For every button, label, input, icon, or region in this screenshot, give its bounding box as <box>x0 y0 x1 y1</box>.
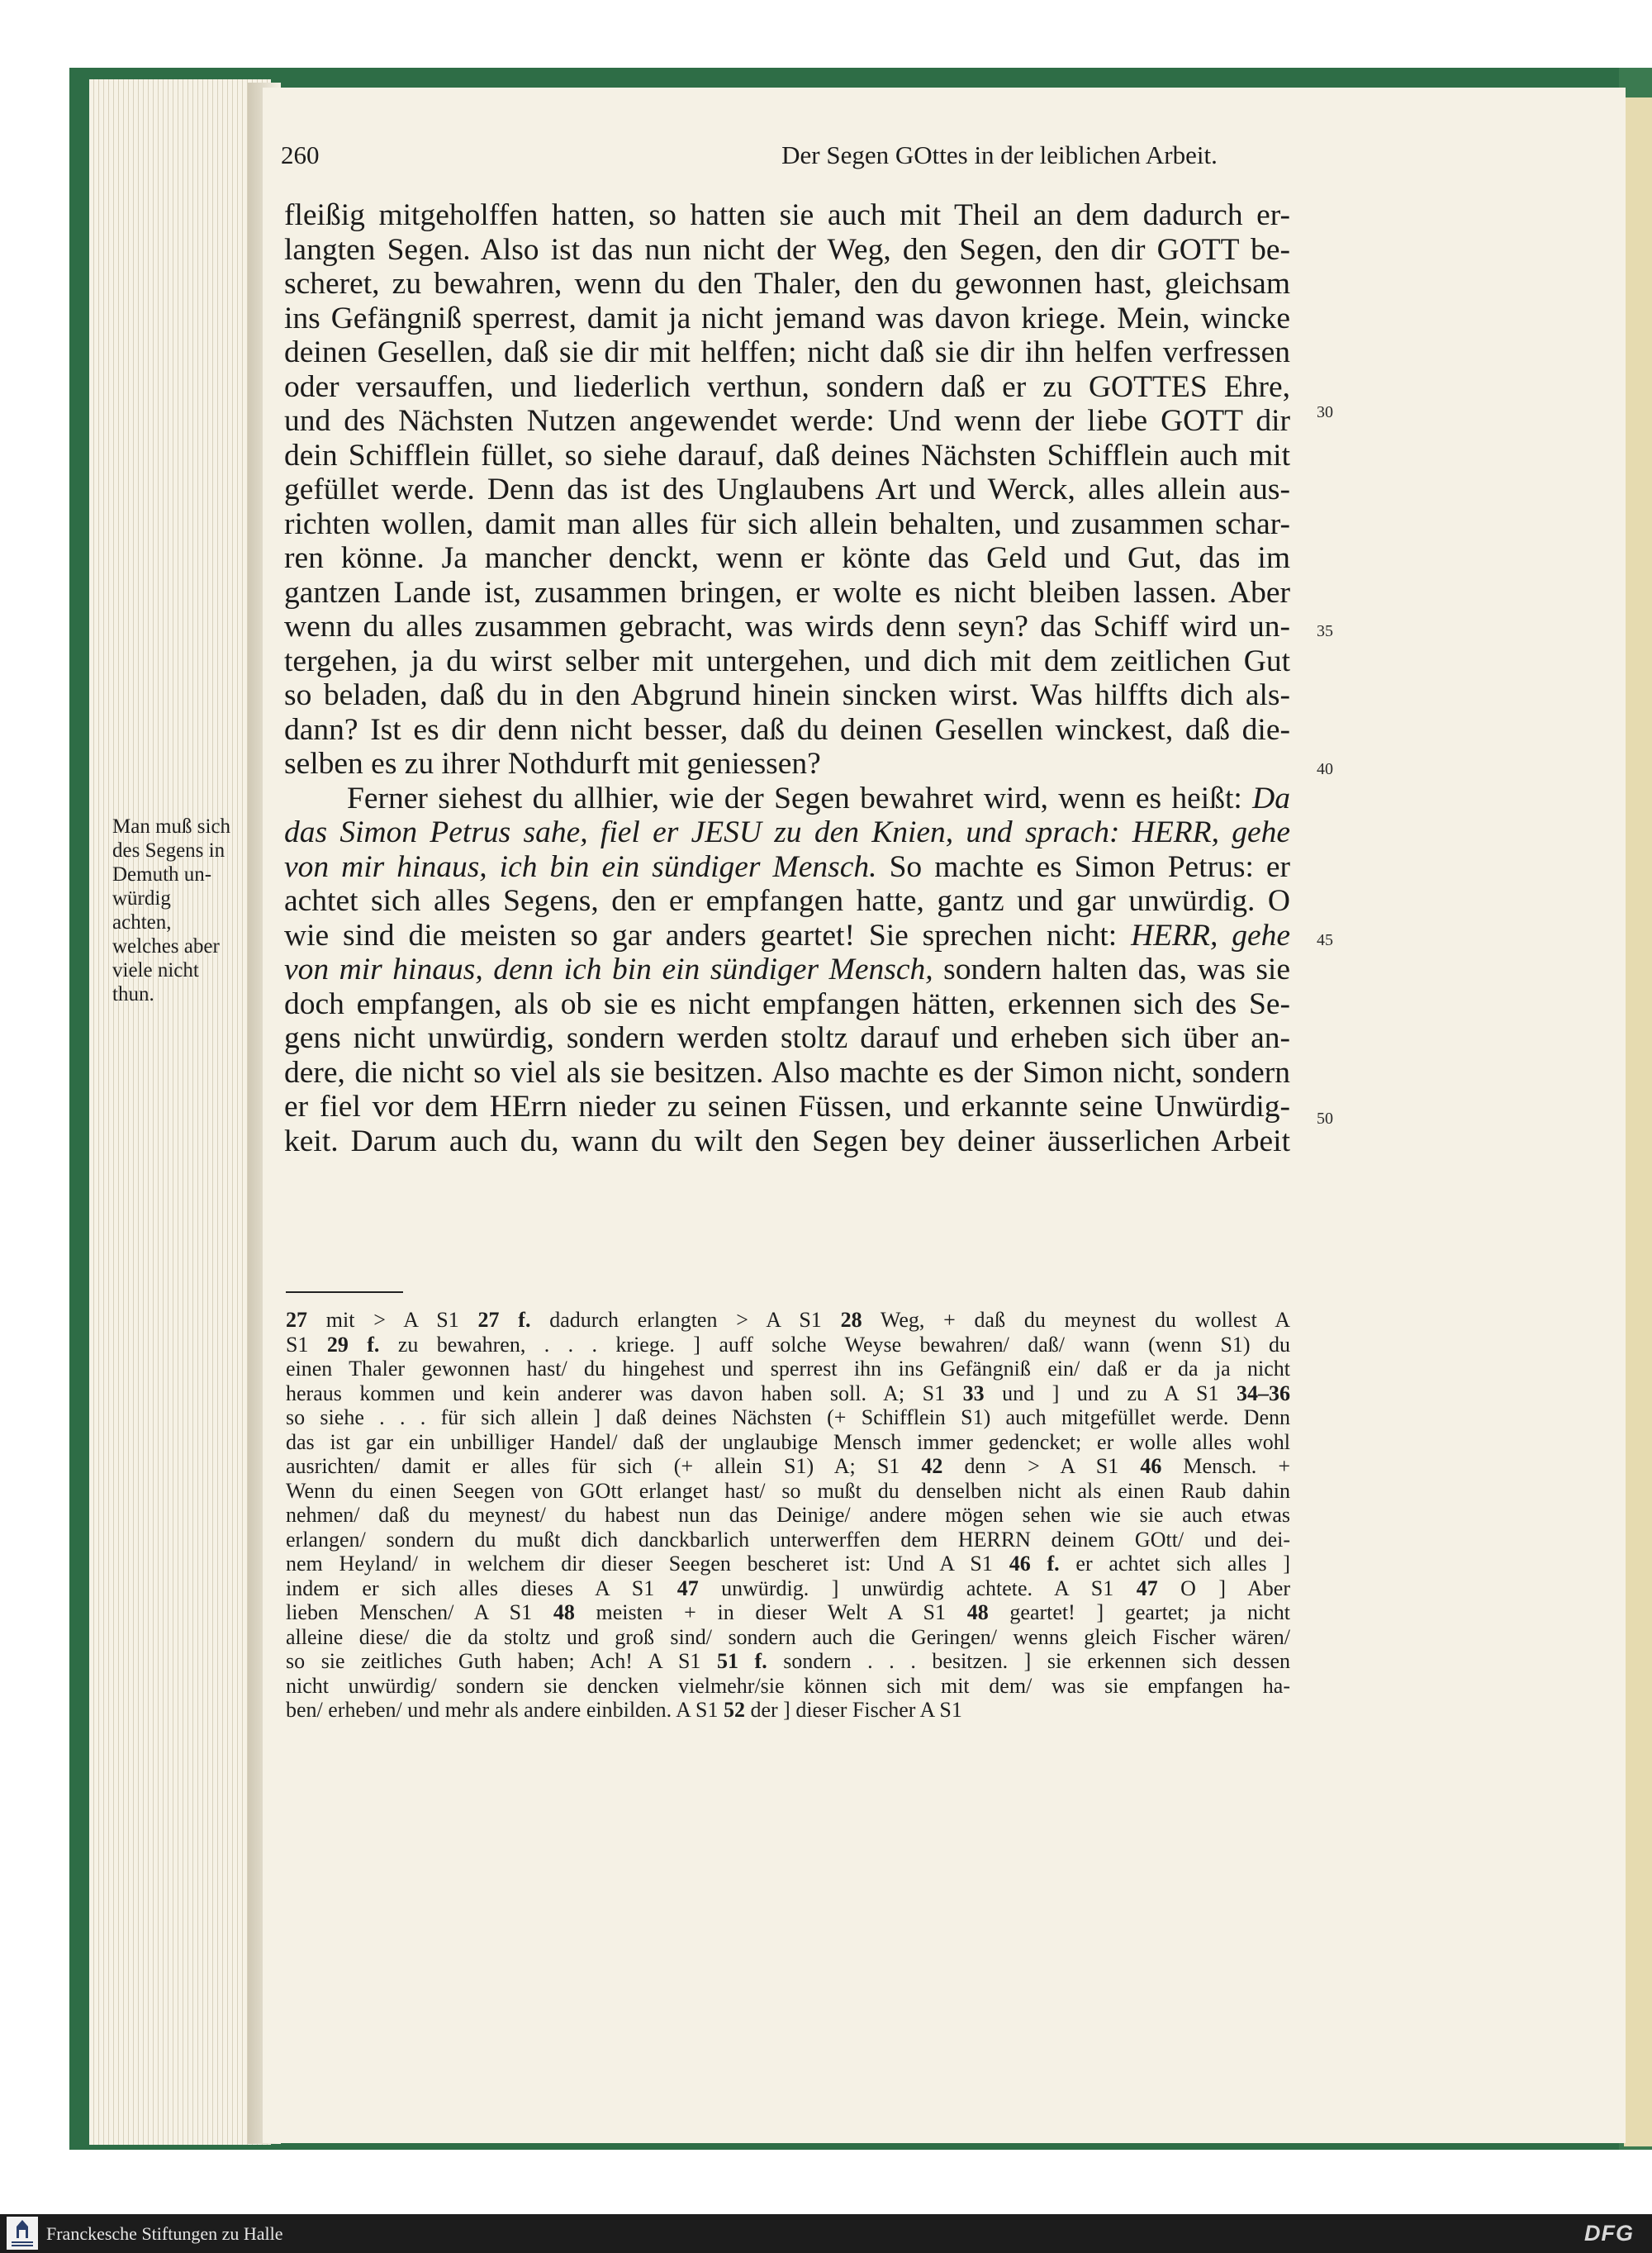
text-run: sondern halten das, was sie <box>943 953 1290 986</box>
apparatus-text: O ] Aber <box>1157 1576 1290 1600</box>
apparatus-ref: 33 <box>962 1381 985 1405</box>
apparatus-line <box>286 1381 1290 1406</box>
apparatus-text: und ] und zu A S1 <box>984 1381 1219 1405</box>
apparatus-text: sondern . . . besitzen. ] sie erkennen sich dessen <box>767 1649 1290 1673</box>
text-line: achtet sich alles Segens, den er empfangen hatte, gantz und gar unwürdig. O <box>284 884 1290 918</box>
text-line: gefüllet werde. Denn das ist des Unglaubens Art und Werck, alles allein aus- <box>284 473 1290 506</box>
apparatus-line: nicht unwürdig/ sondern sie dencken vielmehr/sie können sich mit dem/ was sie empfangen ha- <box>286 1673 1290 1698</box>
text-line: so beladen, daß du in den Abgrund hinein sincken wirst. Was hilffts dich als- <box>284 678 1290 712</box>
text-line: selben es zu ihrer Nothdurft mit geniessen? <box>284 747 821 781</box>
critical-apparatus <box>286 1308 1290 1723</box>
footnote-rule <box>286 1291 403 1293</box>
text-line: er fiel vor dem HErrn nieder zu seinen Füssen, und erkannte seine Unwürdig- <box>284 1090 1290 1124</box>
apparatus-line: alleine diese/ die da stoltz und groß sind/ sondern auch die Geringen/ wenns gleich Fischer wären/ <box>286 1624 1290 1649</box>
line-number: 40 <box>1317 760 1333 778</box>
text-line <box>284 919 1290 953</box>
apparatus-line: erlangen/ sondern du mußt dich danckbarlich unterwerffen dem HERRN deinem GOtt/ und dei- <box>286 1527 1290 1552</box>
apparatus-line: so siehe . . . für sich allein ] daß deines Nächsten (+ Schifflein S1) auch mitgefüllet werde. Denn <box>286 1405 1290 1429</box>
text-line: wenn du alles zusammen gebracht, was wirds denn seyn? das Schiff wird un- <box>284 610 1290 644</box>
quote-run: Da <box>1252 781 1290 815</box>
text-line: keit. Darum auch du, wann du wilt den Segen bey deiner äusserlichen Arbeit <box>284 1124 1290 1158</box>
apparatus-line <box>286 1649 1290 1674</box>
text-line: doch empfangen, als ob sie es nicht empfangen hätten, erkennen sich des Se- <box>284 986 1290 1021</box>
margin-note-line: thun. <box>112 983 154 1005</box>
margin-note-line: des Segens in <box>112 839 225 862</box>
apparatus-line <box>286 1576 1290 1601</box>
apparatus-line <box>286 1308 1290 1333</box>
apparatus-line <box>286 1454 1290 1479</box>
line-number: 45 <box>1317 931 1333 949</box>
text-line <box>284 815 1290 850</box>
text-line: richten wollen, damit man alles für sich allein behalten, und zusammen schar- <box>284 506 1290 541</box>
apparatus-ref: 47 <box>676 1576 699 1600</box>
apparatus-ref: 46 <box>1140 1454 1162 1478</box>
apparatus-ref: 29 f. <box>326 1332 380 1357</box>
apparatus-ref: 51 f. <box>716 1649 767 1673</box>
apparatus-text: mit > A S1 <box>307 1308 459 1332</box>
running-head: Der Segen GOttes in der leiblichen Arbeit. <box>781 140 1218 169</box>
apparatus-text: heraus kommen und kein anderer was davon haben soll. A; S1 <box>286 1381 946 1405</box>
apparatus-text: ben/ erheben/ und mehr als andere einbilden. A S1 <box>286 1698 719 1722</box>
quote-run: von mir hinaus, ich bin ein sündiger Mensch. <box>284 849 877 884</box>
margin-note-line: achten, <box>112 911 172 934</box>
apparatus-line <box>286 1333 1290 1357</box>
text-line: deinen Gesellen, daß sie dir mit helffen; nicht daß sie dir ihn helfen verfressen <box>284 335 1290 369</box>
apparatus-text: ausrichten/ damit er alles für sich (+ allein S1) A; S1 <box>286 1454 900 1478</box>
text-line: oder versauffen, und liederlich verthun, sondern daß er zu GOTTES Ehre, <box>284 369 1290 404</box>
text-line: gens nicht unwürdig, sondern werden stoltz darauf und erheben sich über an- <box>284 1021 1290 1055</box>
margin-note-line: Man muß sich <box>112 815 231 838</box>
apparatus-text: Mensch. + <box>1161 1454 1290 1478</box>
apparatus-ref: 27 <box>286 1308 307 1332</box>
quote-run: von mir hinaus, denn ich bin ein sündiger Mensch, <box>284 953 933 986</box>
text-line: tergehen, ja du wirst selber mit untergehen, und dich mit dem zeitlichen Gut <box>284 644 1290 678</box>
apparatus-text: er achtet sich alles ] <box>1059 1552 1291 1576</box>
text-line: langten Segen. Also ist das nun nicht der Weg, den Segen, den dir GOTT be- <box>284 232 1290 267</box>
line-number: 30 <box>1317 403 1333 421</box>
quote-run: HERR, gehe <box>1131 918 1290 953</box>
text-line: dere, die nicht so viel als sie besitzen. Also machte es der Simon nicht, sondern <box>284 1055 1290 1090</box>
text-run: Ferner siehest du allhier, wie der Segen bewahret wird, wenn es heißt: <box>347 781 1242 815</box>
apparatus-text: unwürdig. ] unwürdig achtete. A S1 <box>698 1576 1114 1600</box>
apparatus-text: zu bewahren, . . . kriege. ] auff solche Weyse bewahren/ daß/ wann (wenn S1) du <box>379 1332 1290 1357</box>
text-run: So machte es Simon Petrus: er <box>889 849 1291 884</box>
apparatus-line: Wenn du einen Seegen von GOtt erlanget hast/ so mußt du denselben nicht als einen Raub dahin <box>286 1478 1290 1503</box>
text-line: ins Gefängniß sperrest, damit ja nicht jemand was davon kriege. Mein, wincke <box>284 301 1290 335</box>
apparatus-text: indem er sich alles dieses A S1 <box>286 1576 655 1600</box>
apparatus-ref: 47 <box>1136 1576 1158 1600</box>
main-text <box>284 198 1290 1158</box>
text-line: ren könne. Ja mancher denckt, wenn er könte das Geld und Gut, das im <box>284 541 1290 575</box>
text-line: fleißig mitgeholffen hatten, so hatten sie auch mit Theil an dem dadurch er- <box>284 198 1290 232</box>
apparatus-text: Weg, + daß du meynest du wollest A <box>862 1308 1291 1332</box>
next-page-edge <box>1624 97 1652 2146</box>
apparatus-line: nehmen/ daß du meynest/ du habest nun das Deinige/ andere mögen sehen wie sie auch etwas <box>286 1503 1290 1527</box>
apparatus-text: der ] dieser Fischer A S1 <box>744 1698 962 1722</box>
apparatus-line <box>286 1600 1290 1625</box>
line-number: 50 <box>1317 1110 1333 1128</box>
apparatus-text: dadurch erlangten > A S1 <box>530 1308 822 1332</box>
apparatus-ref: 27 f. <box>477 1308 531 1332</box>
margin-note-line: welches aber <box>112 935 220 958</box>
text-line: scheret, zu bewahren, wenn du den Thaler, den du gewonnen hast, gleichsam <box>284 267 1290 301</box>
text-line <box>284 953 1290 987</box>
text-line: dann? Ist es dir denn nicht besser, daß du deinen Gesellen winckest, daß die- <box>284 712 1290 747</box>
apparatus-text: so sie zeitliches Guth haben; Ach! A S1 <box>286 1649 701 1673</box>
quote-run: das Simon Petrus sahe, fiel er JESU zu den Knien, und sprach: HERR, gehe <box>284 815 1290 849</box>
apparatus-ref: 28 <box>840 1308 862 1332</box>
apparatus-ref: 48 <box>966 1600 989 1624</box>
apparatus-ref: 52 <box>723 1698 745 1722</box>
apparatus-line <box>286 1552 1290 1576</box>
institution-name: Franckesche Stiftungen zu Halle <box>46 2223 283 2244</box>
apparatus-text: geartet! ] geartet; ja nicht <box>988 1600 1290 1624</box>
dfg-logo: DFG <box>1584 2221 1634 2246</box>
apparatus-line: einen Thaler gewonnen hast/ du hingehest und sperrest ihn ins Gefängniß ein/ daß er da ja nicht <box>286 1357 1290 1381</box>
apparatus-text: denn > A S1 <box>942 1454 1119 1478</box>
apparatus-ref: 48 <box>553 1600 575 1624</box>
apparatus-line: das ist gar ein unbilliger Handel/ daß der unglaubige Mensch immer gedencket; er wolle alles wohl <box>286 1429 1290 1454</box>
text-line <box>284 850 1290 885</box>
apparatus-text: meisten + in dieser Welt A S1 <box>574 1600 946 1624</box>
apparatus-line <box>286 1698 1290 1723</box>
margin-note-line: würdig <box>112 887 171 910</box>
page-stack-edges <box>89 79 271 2145</box>
apparatus-ref: 46 f. <box>1009 1552 1060 1576</box>
text-line <box>284 782 1290 816</box>
text-line: dein Schifflein füllet, so siehe darauf, daß deines Nächsten Schifflein auch mit <box>284 438 1290 473</box>
text-run: wie sind die meisten so gar anders geartet! Sie sprechen nicht: <box>284 918 1118 953</box>
line-number: 35 <box>1317 622 1333 640</box>
text-line: gantzen Lande ist, zusammen bringen, er wolte es nicht bleiben lassen. Aber <box>284 575 1290 610</box>
page-number: 260 <box>281 140 320 169</box>
apparatus-text: lieben Menschen/ A S1 <box>286 1600 533 1624</box>
margin-note-line: Demuth un- <box>112 863 212 886</box>
margin-note <box>112 815 278 1006</box>
apparatus-text: nem Heyland/ in welchem dir dieser Seegen bescheret ist: Und A S1 <box>286 1552 993 1576</box>
apparatus-text: S1 <box>286 1332 309 1357</box>
apparatus-ref: 34–36 <box>1237 1381 1290 1405</box>
institution-logo-icon <box>7 2217 38 2250</box>
margin-note-line: viele nicht <box>112 959 199 982</box>
apparatus-ref: 42 <box>921 1454 943 1478</box>
text-line: und des Nächsten Nutzen angewendet werde: Und wenn der liebe GOTT dir <box>284 404 1290 438</box>
